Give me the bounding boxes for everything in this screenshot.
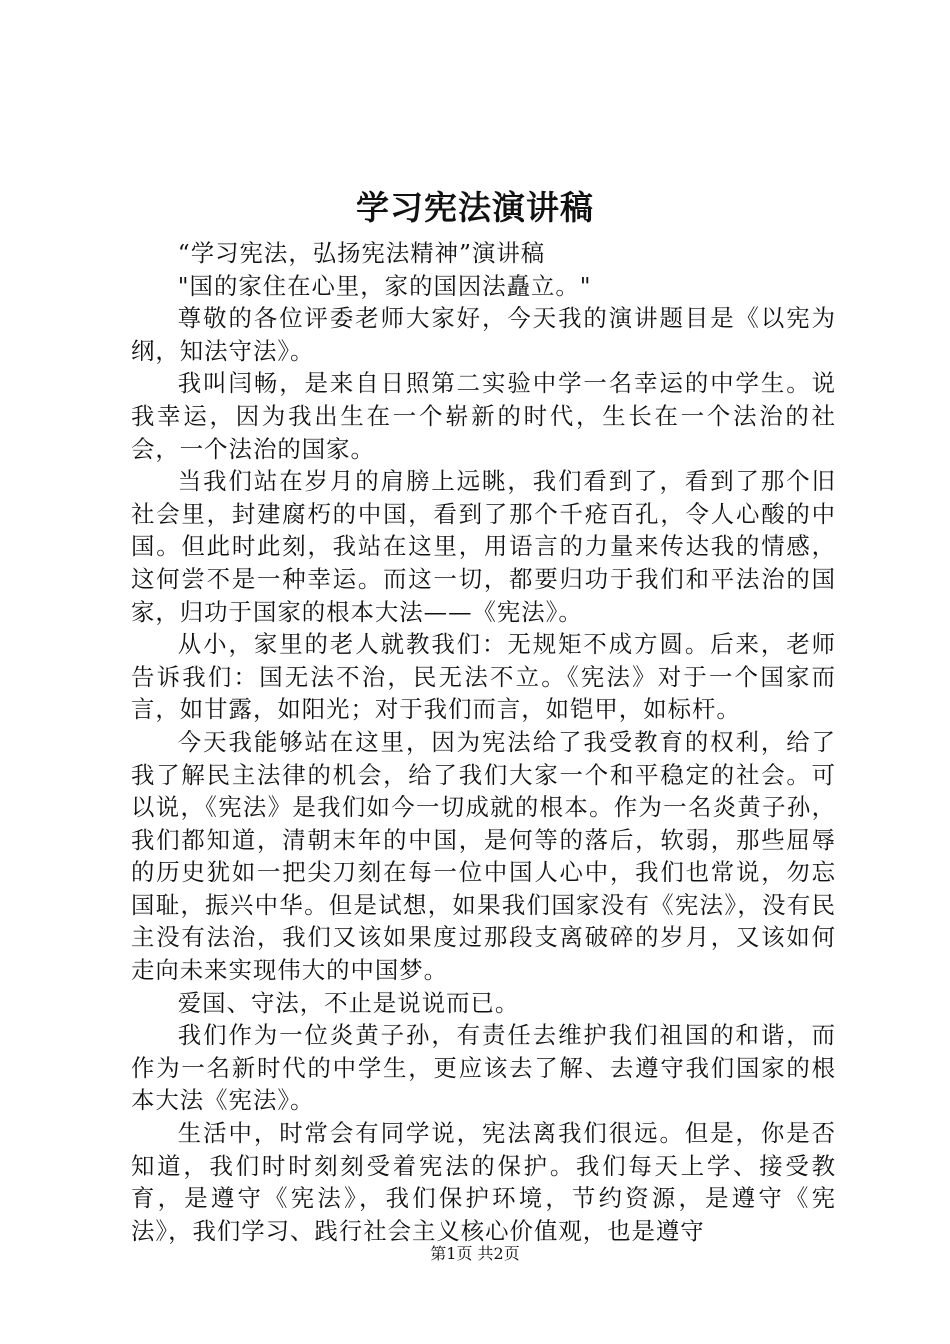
paragraph: 尊敬的各位评委老师大家好，今天我的演讲题目是《以宪为纲，知法守法》。 (131, 304, 836, 365)
paragraph: 我叫闫畅，是来自日照第二实验中学一名幸运的中学生。说我幸运，因为我出生在一个崭新的时代，生长在一个法治的社会，一个法治的国家。 (131, 369, 836, 463)
paragraph: 我们作为一位炎黄子孙，有责任去维护我们祖国的和谐，而作为一名新时代的中学生，更应该去了解、去遵守我们国家的根本大法《宪法》。 (131, 1021, 836, 1115)
paragraph: "国的家住在心里，家的国因法矗立。" (177, 271, 592, 300)
paragraph: “学习宪法，弘扬宪法精神”演讲稿 (177, 239, 546, 267)
paragraph: 从小，家里的老人就教我们：无规矩不成方圆。后来，老师告诉我们：国无法不治，民无法不立。《宪法》对于一个国家而言，如甘露，如阳光；对于我们而言，如铠甲，如标杆。 (131, 630, 836, 724)
document-title: 学习宪法演讲稿 (356, 188, 594, 227)
paragraph: 爱国、守法，不止是说说而已。 (177, 988, 520, 1017)
paragraph: 当我们站在岁月的肩膀上远眺，我们看到了，看到了那个旧社会里，封建腐朽的中国，看到了那个千疮百孔，令人心酸的中国。但此时此刻，我站在这里，用语言的力量来传达我的情感，这何尝不是一种幸运。而这一切，都要归功于我们和平法治的国家，归功于国家的根本大法——《宪法》。 (131, 467, 836, 626)
paragraph: 生活中，时常会有同学说，宪法离我们很远。但是，你是否知道，我们时时刻刻受着宪法的保护。我们每天上学、接受教育，是遵守《宪法》，我们保护环境，节约资源，是遵守《宪法》，我们学习、践行社会主义核心价值观，也是遵守 (131, 1119, 836, 1245)
paragraph: 今天我能够站在这里，因为宪法给了我受教育的权利，给了我了解民主法律的机会，给了我们大家一个和平稳定的社会。可以说，《宪法》是我们如今一切成就的根本。作为一名炎黄子孙，我们都知道，清朝末年的中国，是何等的落后，软弱，那些屈辱的历史犹如一把尖刀刻在每一位中国人心中，我们也常说，勿忘国耻，振兴中华。但是试想，如果我们国家没有《宪法》，没有民主没有法治，我们又该如果度过那段支离破碎的岁月，又该如何走向未来实现伟大的中国梦。 (131, 727, 836, 985)
document-body (131, 237, 836, 1247)
page-footer: 第1页 共2页 (430, 1244, 520, 1263)
